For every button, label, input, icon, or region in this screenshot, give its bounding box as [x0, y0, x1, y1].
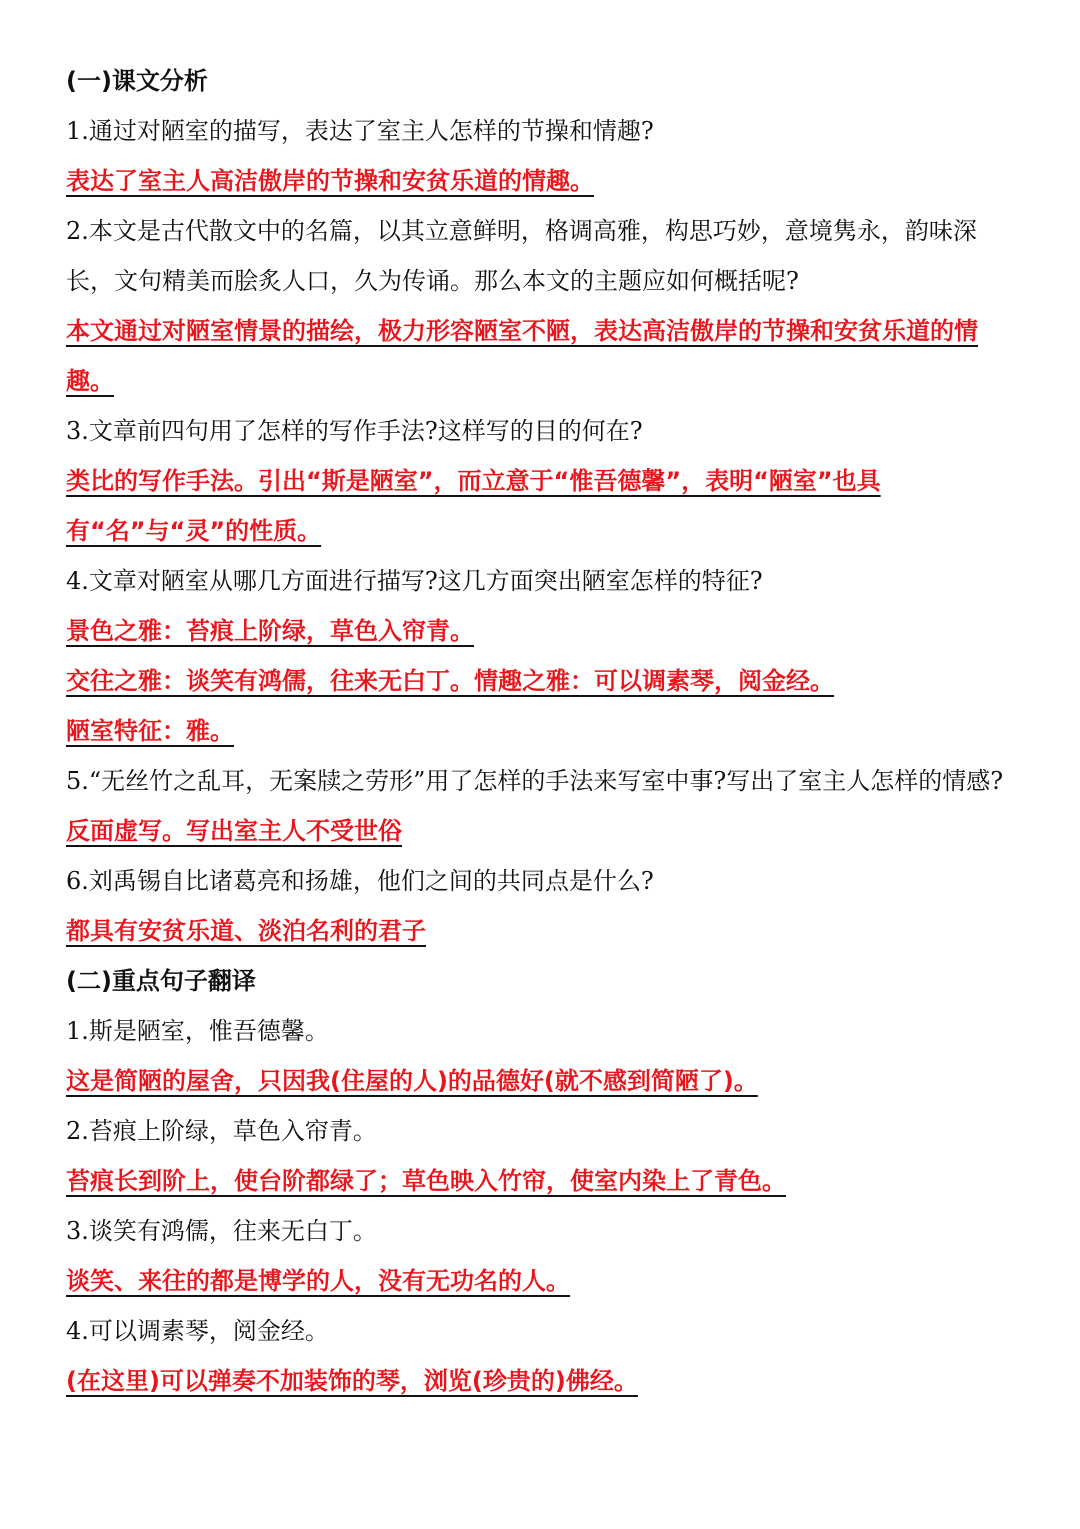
question-3: 3.文章前四句用了怎样的写作手法?这样写的目的何在? — [66, 417, 643, 445]
translation-1: 这是简陋的屋舍，只因我(住屋的人)的品德好(就不感到简陋了)。 — [66, 1067, 758, 1095]
sentence-2: 2.苔痕上阶绿，草色入帘青。 — [66, 1117, 377, 1145]
question-6: 6.刘禹锡自比诸葛亮和扬雄，他们之间的共同点是什么? — [66, 867, 654, 895]
question-1: 1.通过对陋室的描写，表达了室主人怎样的节操和情趣? — [66, 117, 654, 145]
answer-3: 类比的写作手法。引出“斯是陋室”，而立意于“惟吾德馨”，表明“陋室”也具有“名”与“灵”的性质。 — [66, 467, 881, 545]
question-4: 4.文章对陋室从哪几方面进行描写?这几方面突出陋室怎样的特征? — [66, 567, 763, 595]
sentence-3: 3.谈笑有鸿儒，往来无白丁。 — [66, 1217, 377, 1245]
question-2: 2.本文是古代散文中的名篇，以其立意鲜明，格调高雅，构思巧妙，意境隽永，韵味深长，文句精美而脍炙人口，久为传诵。那么本文的主题应如何概括呢? — [66, 217, 977, 295]
answer-6: 都具有安贫乐道、淡泊名利的君子 — [66, 917, 426, 945]
answer-4-social: 交往之雅：谈笑有鸿儒，往来无白丁。情趣之雅：可以调素琴，阅金经。 — [66, 667, 834, 695]
section-heading-translation: (二)重点句子翻译 — [66, 967, 256, 995]
answer-5: 反面虚写。写出室主人不受世俗 — [66, 817, 402, 845]
sentence-1: 1.斯是陋室，惟吾德馨。 — [66, 1017, 329, 1045]
answer-4-feature: 陋室特征：雅。 — [66, 717, 234, 745]
translation-4: (在这里)可以弹奏不加装饰的琴，浏览(珍贵的)佛经。 — [66, 1367, 638, 1395]
translation-3: 谈笑、来往的都是博学的人，没有无功名的人。 — [66, 1267, 570, 1295]
section-heading-analysis: (一)课文分析 — [66, 67, 208, 95]
answer-2: 本文通过对陋室情景的描绘，极力形容陋室不陋，表达高洁傲岸的节操和安贫乐道的情趣。 — [66, 317, 978, 395]
answer-1: 表达了室主人高洁傲岸的节操和安贫乐道的情趣。 — [66, 167, 594, 195]
sentence-4: 4.可以调素琴，阅金经。 — [66, 1317, 329, 1345]
translation-2: 苔痕长到阶上，使台阶都绿了；草色映入竹帘，使室内染上了青色。 — [66, 1167, 786, 1195]
question-5: 5.“无丝竹之乱耳，无案牍之劳形”用了怎样的手法来写室中事?写出了室主人怎样的情感? — [66, 767, 1004, 795]
answer-4-scenery: 景色之雅：苔痕上阶绿，草色入帘青。 — [66, 617, 474, 645]
